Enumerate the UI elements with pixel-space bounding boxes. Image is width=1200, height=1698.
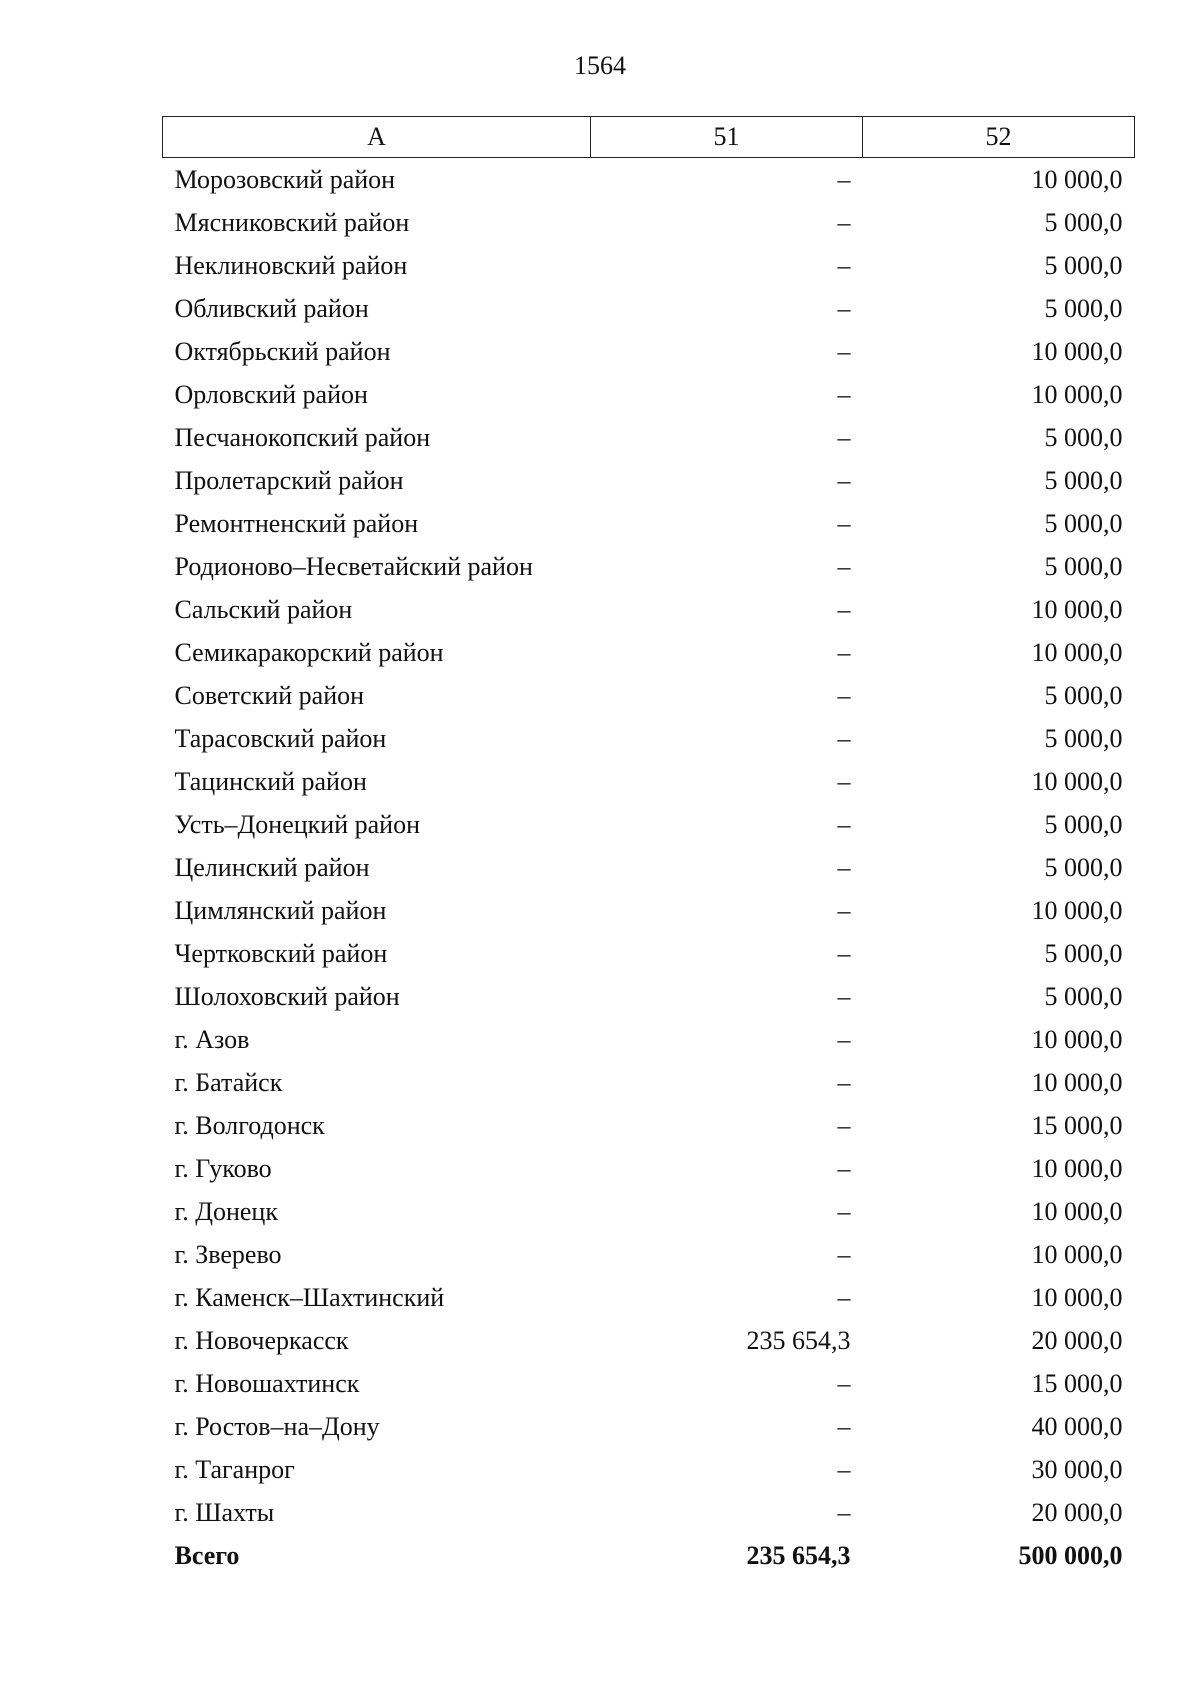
row-value-51: – <box>837 1283 851 1312</box>
table-row <box>163 545 1135 588</box>
row-value-51: – <box>837 1068 851 1097</box>
row-name: Орловский район <box>174 380 368 409</box>
row-name: г. Ростов–на–Дону <box>174 1412 380 1441</box>
table-row <box>163 244 1135 287</box>
table-row <box>163 158 1135 202</box>
row-name: Сальский район <box>174 595 353 624</box>
row-value-51: – <box>837 294 851 323</box>
row-value-52: 5 000,0 <box>1044 939 1123 968</box>
table-row <box>163 1190 1135 1233</box>
table-row <box>163 1448 1135 1491</box>
row-value-51: – <box>837 896 851 925</box>
table-row <box>163 201 1135 244</box>
table-header <box>163 117 1135 158</box>
table-row <box>163 1319 1135 1362</box>
table-row <box>163 1362 1135 1405</box>
row-value-51: – <box>837 337 851 366</box>
header-row <box>163 117 1135 158</box>
row-name: г. Новошахтинск <box>174 1369 360 1398</box>
table-row <box>163 1233 1135 1276</box>
row-value-51: – <box>837 638 851 667</box>
row-value-52: 10 000,0 <box>1031 595 1123 624</box>
row-value-52: 5 000,0 <box>1044 251 1123 280</box>
table-row <box>163 975 1135 1018</box>
row-value-51: – <box>837 1240 851 1269</box>
row-value-52: 10 000,0 <box>1031 380 1123 409</box>
row-name: Тарасовский район <box>174 724 387 753</box>
row-value-51: – <box>837 380 851 409</box>
table-row <box>163 1061 1135 1104</box>
row-value-52: 5 000,0 <box>1044 552 1123 581</box>
row-name: Тацинский район <box>174 767 367 796</box>
row-value-52: 20 000,0 <box>1031 1326 1123 1355</box>
row-name: Пролетарский район <box>174 466 404 495</box>
table-row <box>163 1104 1135 1147</box>
table-row <box>163 330 1135 373</box>
row-value-51: – <box>837 552 851 581</box>
row-name: г. Таганрог <box>174 1455 295 1484</box>
row-value-51: – <box>837 724 851 753</box>
row-value-51: – <box>837 165 851 194</box>
total-row <box>163 1534 1135 1577</box>
table-body <box>163 158 1135 1578</box>
row-name: Мясниковский район <box>174 208 410 237</box>
row-name: г. Гуково <box>174 1154 272 1183</box>
row-value-51: – <box>837 939 851 968</box>
row-name: Ремонтненский район <box>174 509 419 538</box>
table-row <box>163 416 1135 459</box>
row-value-51: – <box>837 423 851 452</box>
table-row <box>163 1405 1135 1448</box>
header-col-a: А <box>163 117 591 158</box>
table-row <box>163 889 1135 932</box>
row-value-52: 5 000,0 <box>1044 208 1123 237</box>
row-value-52: 15 000,0 <box>1031 1111 1123 1140</box>
row-name: Семикаракорский район <box>174 638 444 667</box>
row-value-52: 5 000,0 <box>1044 466 1123 495</box>
row-value-51: 235 654,3 <box>746 1326 851 1355</box>
row-value-52: 5 000,0 <box>1044 982 1123 1011</box>
table-row <box>163 588 1135 631</box>
row-value-51: – <box>837 1455 851 1484</box>
table-row <box>163 459 1135 502</box>
row-value-51: – <box>837 982 851 1011</box>
row-value-51: – <box>837 208 851 237</box>
budget-table <box>162 116 1135 1577</box>
row-value-52: 10 000,0 <box>1031 337 1123 366</box>
row-name: Обливский район <box>174 294 369 323</box>
row-name: Чертковский район <box>174 939 388 968</box>
row-value-51: – <box>837 251 851 280</box>
table-row <box>163 1276 1135 1319</box>
row-value-51: – <box>837 1154 851 1183</box>
table-row <box>163 846 1135 889</box>
row-value-52: 15 000,0 <box>1031 1369 1123 1398</box>
row-name: г. Шахты <box>174 1498 275 1527</box>
table-row <box>163 287 1135 330</box>
row-value-51: – <box>837 509 851 538</box>
row-value-52: 10 000,0 <box>1031 1240 1123 1269</box>
row-value-52: 5 000,0 <box>1044 724 1123 753</box>
row-value-52: 10 000,0 <box>1031 1154 1123 1183</box>
row-value-52: 30 000,0 <box>1031 1455 1123 1484</box>
table-row <box>163 760 1135 803</box>
row-name: Цимлянский район <box>174 896 387 925</box>
row-name: Советский район <box>174 681 365 710</box>
total-value-51: 235 654,3 <box>746 1541 851 1570</box>
row-name: г. Каменск–Шахтинский <box>174 1283 445 1312</box>
total-label: Всего <box>174 1541 240 1570</box>
row-value-52: 10 000,0 <box>1031 638 1123 667</box>
row-name: Родионово–Несветайский район <box>174 552 533 581</box>
row-value-52: 5 000,0 <box>1044 853 1123 882</box>
table-row <box>163 1147 1135 1190</box>
row-value-52: 10 000,0 <box>1031 1283 1123 1312</box>
row-name: г. Волгодонск <box>174 1111 325 1140</box>
row-name: Шолоховский район <box>174 982 400 1011</box>
row-value-51: – <box>837 681 851 710</box>
header-col-52: 52 <box>863 117 1135 158</box>
row-name: Октябрьский район <box>174 337 391 366</box>
row-value-52: 10 000,0 <box>1031 1068 1123 1097</box>
row-value-52: 5 000,0 <box>1044 810 1123 839</box>
row-value-52: 40 000,0 <box>1031 1412 1123 1441</box>
row-name: Неклиновский район <box>174 251 408 280</box>
row-value-51: – <box>837 466 851 495</box>
row-name: Морозовский район <box>174 165 396 194</box>
row-value-51: – <box>837 595 851 624</box>
page-number: 1564 <box>574 51 626 80</box>
table-row <box>163 717 1135 760</box>
total-value-52: 500 000,0 <box>1018 1541 1123 1570</box>
table-row <box>163 373 1135 416</box>
row-value-52: 5 000,0 <box>1044 681 1123 710</box>
row-value-51: – <box>837 767 851 796</box>
row-value-52: 10 000,0 <box>1031 1197 1123 1226</box>
row-value-52: 10 000,0 <box>1031 1025 1123 1054</box>
row-name: г. Новочеркасск <box>174 1326 349 1355</box>
row-value-51: – <box>837 1498 851 1527</box>
row-name: Песчанокопский район <box>174 423 431 452</box>
table-row <box>163 1018 1135 1061</box>
row-value-52: 10 000,0 <box>1031 165 1123 194</box>
row-value-52: 5 000,0 <box>1044 509 1123 538</box>
table-row <box>163 502 1135 545</box>
row-value-51: – <box>837 853 851 882</box>
row-value-52: 5 000,0 <box>1044 294 1123 323</box>
row-value-52: 10 000,0 <box>1031 767 1123 796</box>
header-col-51: 51 <box>591 117 863 158</box>
row-value-51: – <box>837 1412 851 1441</box>
row-value-52: 5 000,0 <box>1044 423 1123 452</box>
row-name: г. Донецк <box>174 1197 278 1226</box>
row-value-51: – <box>837 810 851 839</box>
row-value-51: – <box>837 1025 851 1054</box>
row-name: г. Азов <box>174 1025 250 1054</box>
row-value-52: 10 000,0 <box>1031 896 1123 925</box>
table-row <box>163 803 1135 846</box>
row-name: г. Зверево <box>174 1240 282 1269</box>
row-name: Усть–Донецкий район <box>174 810 420 839</box>
table-row <box>163 1491 1135 1534</box>
row-value-51: – <box>837 1369 851 1398</box>
row-name: г. Батайск <box>174 1068 283 1097</box>
row-value-51: – <box>837 1197 851 1226</box>
row-name: Целинский район <box>174 853 370 882</box>
row-value-52: 20 000,0 <box>1031 1498 1123 1527</box>
table-row <box>163 631 1135 674</box>
table-row <box>163 674 1135 717</box>
table-row <box>163 932 1135 975</box>
row-value-51: – <box>837 1111 851 1140</box>
